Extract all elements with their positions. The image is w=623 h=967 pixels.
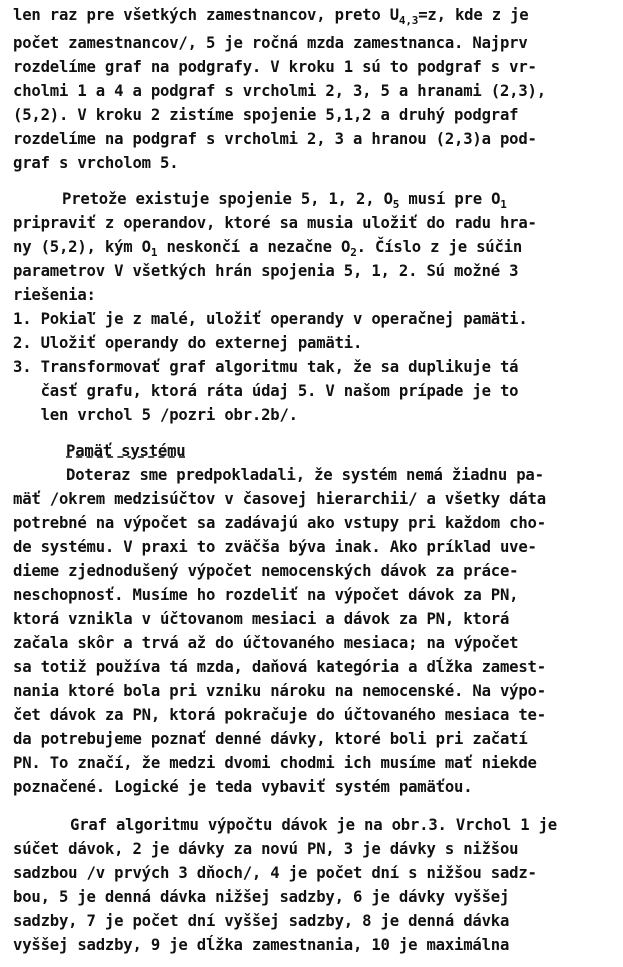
list-item: 1. Pokiaľ je z malé, uložiť operandy v operačnej pamäti.	[13, 310, 528, 328]
text-line: da potrebujeme poznať denné dávky, ktoré boli pri začatí	[13, 730, 528, 748]
text-line: súčet dávok, 2 je dávky za novú PN, 3 je dávky s nižšou	[13, 840, 519, 858]
text-line: rozdelíme na podgraf s vrcholmi 2, 3 a hranou (2,3)a pod-	[13, 130, 537, 148]
text-line: len raz pre všetkých zamestnancov, preto $U_{4,3}=z$, kde z je	[13, 6, 529, 27]
text-line: rozdelíme graf na podgrafy. V kroku 1 sú to podgraf s vr-	[13, 58, 537, 76]
text-line: ny (5,2), kým $O_1$ neskončí a nezačne $O_2$. Číslo z je súčin	[13, 238, 523, 259]
text-line: parametrov V všetkých hrán spojenia 5, 1, 2. Sú možné 3	[13, 262, 519, 280]
subscript: 1	[500, 198, 507, 211]
subscript: 1	[150, 246, 158, 259]
text-line: graf s vrcholom 5.	[13, 154, 179, 172]
text-line: riešenia:	[13, 286, 96, 304]
text-line: začala skôr a trvá až do účtovaného mesiaca; na výpočet	[13, 634, 519, 652]
text-line: PN. To značí, že medzi dvomi chodmi ich musíme mať niekde	[13, 754, 537, 772]
text-line: (5,2). V kroku 2 zistíme spojenie 5,1,2 a druhý podgraf	[13, 106, 519, 124]
list-item: 2. Uložiť operandy do externej pamäti.	[13, 334, 363, 352]
list-item: časť grafu, ktorá ráta údaj 5. V našom prípade je to	[13, 382, 519, 400]
text-line: Doteraz sme predpokladali, že systém nemá žiadnu pa-	[66, 466, 544, 484]
text-line: cholmi 1 a 4 a podgraf s vrcholmi 2, 3, 5 a hranami (2,3),	[13, 82, 546, 100]
section-heading: Pamäť systému	[66, 442, 186, 460]
text-line: ktorá vznikla v účtovanom mesiaci a dávok za PN, ktorá	[13, 610, 510, 628]
text-line: Pretože existuje spojenie 5, 1, 2, $O_5$ musí pre $O_1$	[62, 190, 507, 211]
subscript: 5	[392, 198, 400, 211]
text-line: pripraviť z operandov, ktoré sa musia uložiť do radu hra-	[13, 214, 537, 232]
text-line: sadzby, 7 je počet dní vyššej sadzby, 8 je denná dávka	[13, 912, 510, 930]
text-line: de systému. V praxi to zväčša býva inak. Ako príklad uve-	[13, 538, 537, 556]
text-line: mäť /okrem medzisúčtov v časovej hierarchii/ a všetky dáta	[13, 490, 546, 508]
text-line: vyššej sadzby, 9 je dĺžka zamestnania, 10 je maximálna	[13, 936, 510, 954]
text-line: sa totiž používa tá mzda, daňová kategória a dĺžka zamest-	[13, 658, 546, 676]
text-line: počet zamestnancov/, 5 je ročná mzda zamestnanca. Najprv	[13, 34, 528, 52]
list-item: 3. Transformovať graf algoritmu tak, že sa duplikuje tá	[13, 358, 519, 376]
text-line: bou, 5 je denná dávka nižšej sadzby, 6 je dávky vyššej	[13, 888, 510, 906]
text-line: dieme zjednodušený výpočet nemocenských dávok za práce-	[13, 562, 519, 580]
text-line: nania ktoré bola pri vzniku nároku na nemocenské. Na výpo-	[13, 682, 546, 700]
text-line: Graf algoritmu výpočtu dávok je na obr.3. Vrchol 1 je	[70, 816, 557, 834]
text-line: poznačené. Logické je teda vybaviť systém pamäťou.	[13, 778, 473, 796]
list-item: len vrchol 5 /pozri obr.2b/.	[13, 406, 298, 424]
subscript: 2	[350, 246, 357, 259]
subscript: 4,3	[398, 14, 419, 27]
text-line: čet dávok za PN, ktorá pokračuje do účtovaného mesiaca te-	[13, 706, 546, 724]
text-line: potrebné na výpočet sa zadávajú ako vstupy pri každom cho-	[13, 514, 546, 532]
text-line: neschopnosť. Musíme ho rozdeliť na výpočet dávok za PN,	[13, 586, 519, 604]
text-line: sadzbou /v prvých 3 dňoch/, 4 je počet dní s nižšou sadz-	[13, 864, 537, 882]
